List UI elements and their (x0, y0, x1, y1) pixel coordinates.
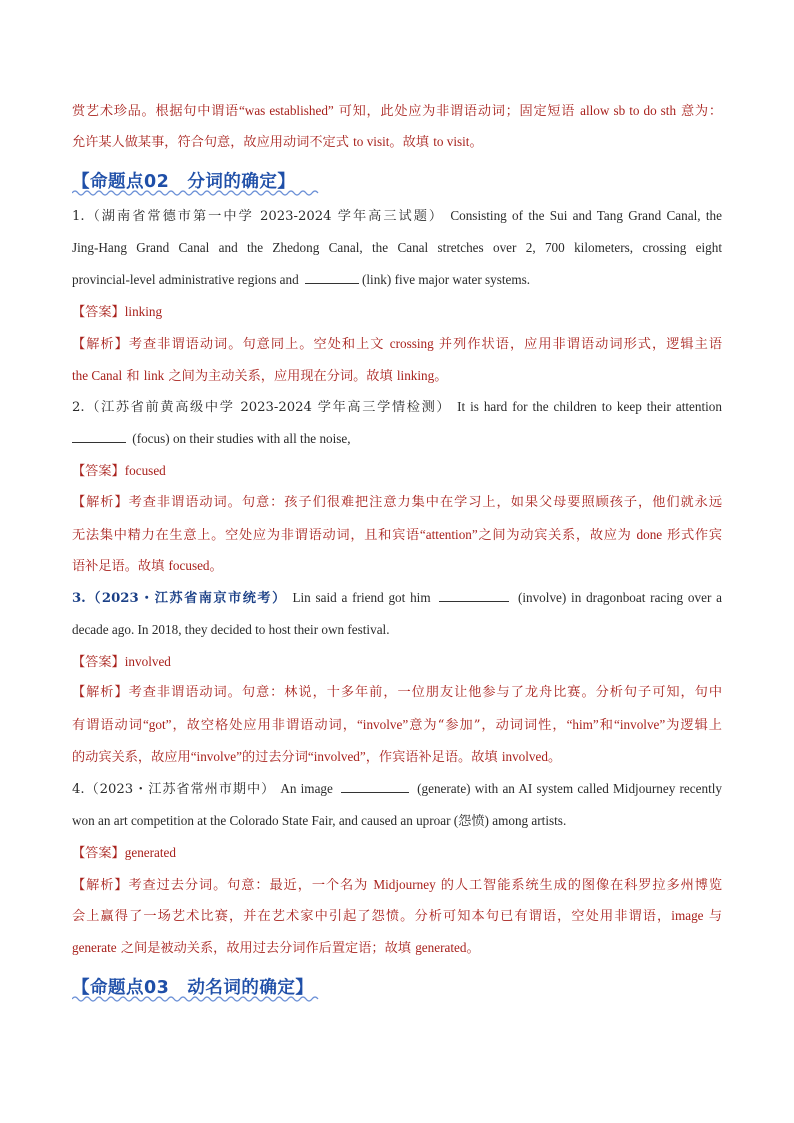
q2-analysis-line-3: 语补足语。故填 focused。 (72, 558, 223, 574)
q1-answer: 【答案】linking (72, 304, 163, 320)
q4-answer: 【答案】generated (72, 845, 176, 861)
q1-stem-line-1: 1.（湖南省常德市第一中学 2023-2024 学年高三试题） Consisting of the Sui and Tang Grand Canal, the (72, 208, 722, 224)
section-heading-02 (72, 168, 320, 196)
intro-line-2: 允许某人做某事，符合句意，故应用动词不定式 to visit。故填 to visit。 (72, 134, 483, 150)
wavy-underline-icon (72, 189, 320, 197)
section-heading-text: 【命题点02 分词的确定】 (72, 172, 296, 192)
q4-analysis-line-2: 会上赢得了一场艺术比赛，并在艺术家中引起了怨愤。分析可知本句已有谓语，空处用非谓语，image 与 (72, 908, 722, 924)
q2-answer: 【答案】focused (72, 463, 166, 479)
q4-answer-blank (341, 780, 409, 793)
q3-analysis-line-3: 的动宾关系，故应用“involve”的过去分词“involved”，作宾语补足语。故填 involved。 (72, 749, 562, 765)
q2-analysis-line-2: 无法集中精力在生意上。空处应为非谓语动词，且和宾语“attention”之间为动宾关系，故应为 done 形式作宾 (72, 527, 722, 543)
q1-stem-line-2: Jing-Hang Grand Canal and the Zhedong Canal, the Canal stretches over 2, 700 kilometers, crossing eight (72, 240, 722, 255)
wavy-underline-icon (72, 995, 320, 1003)
q1-answer-blank (305, 271, 359, 284)
q4-analysis-line-3: generate 之间是被动关系，故用过去分词作后置定语；故填 generated。 (72, 940, 480, 956)
q2-answer-blank (72, 430, 126, 443)
q2-stem-line-1: 2.（江苏省前黄高级中学 2023-2024 学年高三学情检测） It is hard for the children to keep their attention (72, 399, 722, 415)
section-heading-03 (72, 974, 320, 1002)
q4-stem-line-1: 4.（2023・江苏省常州市期中） An image (generate) with an AI system called Midjourney recently (72, 781, 722, 797)
q2-stem-line-2: (focus) on their studies with all the noise, (72, 430, 722, 448)
q3-answer: 【答案】involved (72, 654, 171, 670)
q3-stem-line-1: 3.（2023・江苏省南京市统考） Lin said a friend got him (involve) in dragonboat racing over a (72, 590, 722, 606)
q3-answer-blank (439, 589, 509, 602)
q1-stem-line-3: provincial-level administrative regions and (link) five major water systems. (72, 272, 531, 287)
q1-analysis-line-1: 【解析】考查非谓语动词。句意同上。空处和上文 crossing 并列作状语，应用非谓语动词形式，逻辑主语 (72, 336, 722, 352)
q4-stem-line-2: won an art competition at the Colorado State Fair, and caused an uproar (怨愤) among artists. (72, 813, 567, 828)
q3-analysis-line-1: 【解析】考查非谓语动词。句意：林说，十多年前，一位朋友让他参与了龙舟比赛。分析句子可知，句中 (72, 685, 722, 700)
q4-analysis-line-1: 【解析】考查过去分词。句意：最近，一个名为 Midjourney 的人工智能系统生成的图像在科罗拉多州博览 (72, 877, 722, 893)
q3-analysis-line-2: 有谓语动词“got”，故空格处应用非谓语动词，“involve”意为“参加”，动词词性，“him”和“involve”为逻辑上 (72, 717, 722, 733)
q2-analysis-line-1: 【解析】考查非谓语动词。句意：孩子们很难把注意力集中在学习上，如果父母要照顾孩子，他们就永远 (72, 495, 722, 510)
intro-line-1: 赏艺术珍品。根据句中谓语“was established” 可知，此处应为非谓语动词；固定短语 allow sb to do sth 意为： (72, 103, 722, 119)
section-heading-text: 【命题点03 动名词的确定】 (72, 978, 314, 998)
q1-analysis-line-2: the Canal 和 link 之间为主动关系，应用现在分词。故填 linking。 (72, 368, 448, 384)
q3-stem-line-2: decade ago. In 2018, they decided to host their own festival. (72, 622, 390, 637)
